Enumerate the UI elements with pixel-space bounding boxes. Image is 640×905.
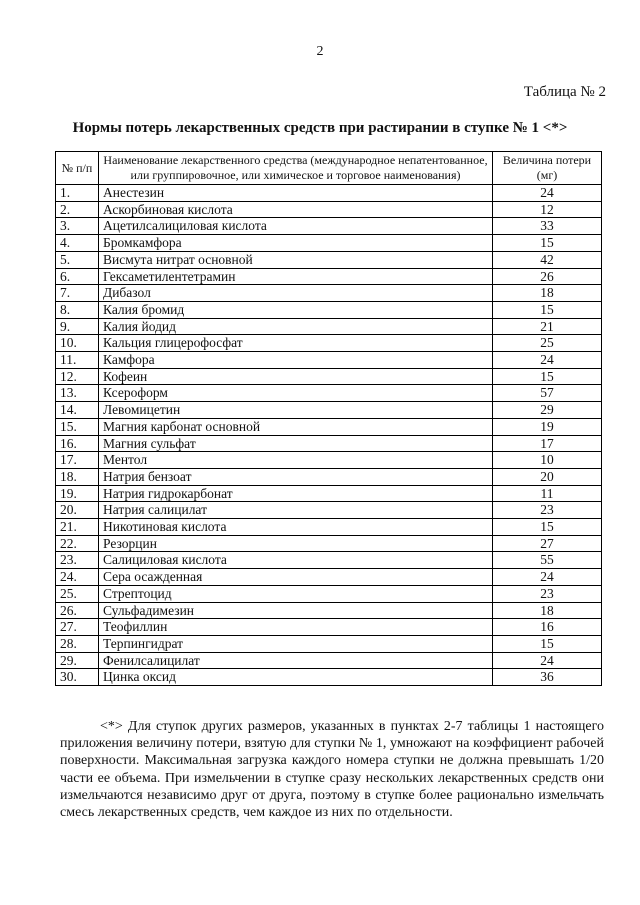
row-value: 15 xyxy=(493,519,602,536)
row-number: 14. xyxy=(56,402,99,419)
row-value: 15 xyxy=(493,368,602,385)
row-number: 30. xyxy=(56,669,99,686)
row-number: 18. xyxy=(56,468,99,485)
row-name: Дибазол xyxy=(99,285,493,302)
header-value: Величина потери (мг) xyxy=(493,152,602,185)
row-number: 16. xyxy=(56,435,99,452)
row-name: Калия йодид xyxy=(99,318,493,335)
row-name: Ксероформ xyxy=(99,385,493,402)
row-value: 24 xyxy=(493,569,602,586)
row-name: Висмута нитрат основной xyxy=(99,251,493,268)
table-row xyxy=(56,268,602,285)
row-value: 24 xyxy=(493,352,602,369)
table-row xyxy=(56,368,602,385)
row-value: 18 xyxy=(493,602,602,619)
row-name: Магния карбонат основной xyxy=(99,418,493,435)
table-row xyxy=(56,635,602,652)
table-row xyxy=(56,418,602,435)
table-row xyxy=(56,352,602,369)
row-value: 27 xyxy=(493,535,602,552)
header-number: № п/п xyxy=(56,152,99,185)
row-name: Резорцин xyxy=(99,535,493,552)
table-header-row xyxy=(56,152,602,185)
row-name: Ментол xyxy=(99,452,493,469)
row-number: 23. xyxy=(56,552,99,569)
table-row xyxy=(56,452,602,469)
row-number: 28. xyxy=(56,635,99,652)
row-value: 36 xyxy=(493,669,602,686)
row-number: 5. xyxy=(56,251,99,268)
table-row xyxy=(56,435,602,452)
row-value: 11 xyxy=(493,485,602,502)
footnote xyxy=(60,718,604,821)
table-row xyxy=(56,402,602,419)
table-row xyxy=(56,535,602,552)
table-row xyxy=(56,552,602,569)
table-row xyxy=(56,251,602,268)
footnote-text: <*> Для ступок других размеров, указанных в пунктах 2-7 таблицы 1 настоящего приложения величину потери, взятую для ступки № 1, умножают на коэффициент рабочей поверхности. Максимальная загрузка каждого номера ступки не должна превышать 1/20 части ее объема. При измельчении в ступке сразу нескольких лекарственных средств они измельчаются независимо друг от друга, поэтому в ступке более рационально измельчать смесь лекарственных средств, чем каждое из них по отдельности. xyxy=(60,719,604,821)
table-row xyxy=(56,218,602,235)
table-row xyxy=(56,185,602,202)
row-number: 9. xyxy=(56,318,99,335)
row-number: 11. xyxy=(56,352,99,369)
row-value: 18 xyxy=(493,285,602,302)
page-title: Нормы потерь лекарственных средств при растирании в ступке № 1 <*> xyxy=(72,120,568,136)
row-name: Натрия салицилат xyxy=(99,502,493,519)
row-value: 15 xyxy=(493,235,602,252)
table-row xyxy=(56,485,602,502)
row-value: 17 xyxy=(493,435,602,452)
losses-table xyxy=(55,151,602,686)
row-name: Теофиллин xyxy=(99,619,493,636)
row-name: Бромкамфора xyxy=(99,235,493,252)
table-row xyxy=(56,569,602,586)
table-row xyxy=(56,385,602,402)
row-name: Магния сульфат xyxy=(99,435,493,452)
header-name: Наименование лекарственного средства (международное непатентованное, или группировочное, или химическое и торговое наименования) xyxy=(99,152,493,185)
table-row xyxy=(56,318,602,335)
row-number: 29. xyxy=(56,652,99,669)
row-value: 23 xyxy=(493,585,602,602)
row-value: 16 xyxy=(493,619,602,636)
row-value: 24 xyxy=(493,652,602,669)
row-number: 26. xyxy=(56,602,99,619)
row-name: Гексаметилентетрамин xyxy=(99,268,493,285)
row-value: 25 xyxy=(493,335,602,352)
row-value: 15 xyxy=(493,301,602,318)
table-row xyxy=(56,585,602,602)
row-number: 2. xyxy=(56,201,99,218)
row-value: 57 xyxy=(493,385,602,402)
row-number: 4. xyxy=(56,235,99,252)
row-value: 20 xyxy=(493,468,602,485)
row-number: 19. xyxy=(56,485,99,502)
row-number: 3. xyxy=(56,218,99,235)
table-label: Таблица № 2 xyxy=(523,84,606,100)
row-number: 27. xyxy=(56,619,99,636)
table-row xyxy=(56,201,602,218)
row-number: 8. xyxy=(56,301,99,318)
row-name: Камфора xyxy=(99,352,493,369)
row-name: Фенилсалицилат xyxy=(99,652,493,669)
row-name: Сера осажденная xyxy=(99,569,493,586)
row-number: 21. xyxy=(56,519,99,536)
row-value: 29 xyxy=(493,402,602,419)
table-row xyxy=(56,285,602,302)
table-row xyxy=(56,652,602,669)
row-name: Калия бромид xyxy=(99,301,493,318)
table-row xyxy=(56,519,602,536)
row-number: 12. xyxy=(56,368,99,385)
row-name: Стрептоцид xyxy=(99,585,493,602)
row-value: 55 xyxy=(493,552,602,569)
row-number: 10. xyxy=(56,335,99,352)
row-name: Натрия гидрокарбонат xyxy=(99,485,493,502)
row-name: Ацетилсалициловая кислота xyxy=(99,218,493,235)
row-name: Никотиновая кислота xyxy=(99,519,493,536)
table-row xyxy=(56,619,602,636)
row-value: 24 xyxy=(493,185,602,202)
table-row xyxy=(56,335,602,352)
row-name: Сульфадимезин xyxy=(99,602,493,619)
row-value: 12 xyxy=(493,201,602,218)
row-name: Аскорбиновая кислота xyxy=(99,201,493,218)
row-value: 19 xyxy=(493,418,602,435)
row-name: Натрия бензоат xyxy=(99,468,493,485)
row-value: 15 xyxy=(493,635,602,652)
table-body xyxy=(56,185,602,686)
row-number: 7. xyxy=(56,285,99,302)
row-name: Кофеин xyxy=(99,368,493,385)
row-number: 13. xyxy=(56,385,99,402)
row-value: 26 xyxy=(493,268,602,285)
row-value: 10 xyxy=(493,452,602,469)
table-row xyxy=(56,502,602,519)
row-name: Кальция глицерофосфат xyxy=(99,335,493,352)
row-name: Цинка оксид xyxy=(99,669,493,686)
row-number: 17. xyxy=(56,452,99,469)
row-value: 42 xyxy=(493,251,602,268)
table-row xyxy=(56,301,602,318)
row-name: Левомицетин xyxy=(99,402,493,419)
row-value: 21 xyxy=(493,318,602,335)
row-name: Анестезин xyxy=(99,185,493,202)
row-number: 25. xyxy=(56,585,99,602)
row-number: 22. xyxy=(56,535,99,552)
row-name: Терпингидрат xyxy=(99,635,493,652)
row-name: Салициловая кислота xyxy=(99,552,493,569)
table-row xyxy=(56,602,602,619)
row-number: 6. xyxy=(56,268,99,285)
row-number: 24. xyxy=(56,569,99,586)
table-row xyxy=(56,468,602,485)
row-value: 23 xyxy=(493,502,602,519)
page-number: 2 xyxy=(316,44,324,59)
row-number: 15. xyxy=(56,418,99,435)
table-row xyxy=(56,235,602,252)
row-number: 20. xyxy=(56,502,99,519)
table-row xyxy=(56,669,602,686)
row-number: 1. xyxy=(56,185,99,202)
row-value: 33 xyxy=(493,218,602,235)
